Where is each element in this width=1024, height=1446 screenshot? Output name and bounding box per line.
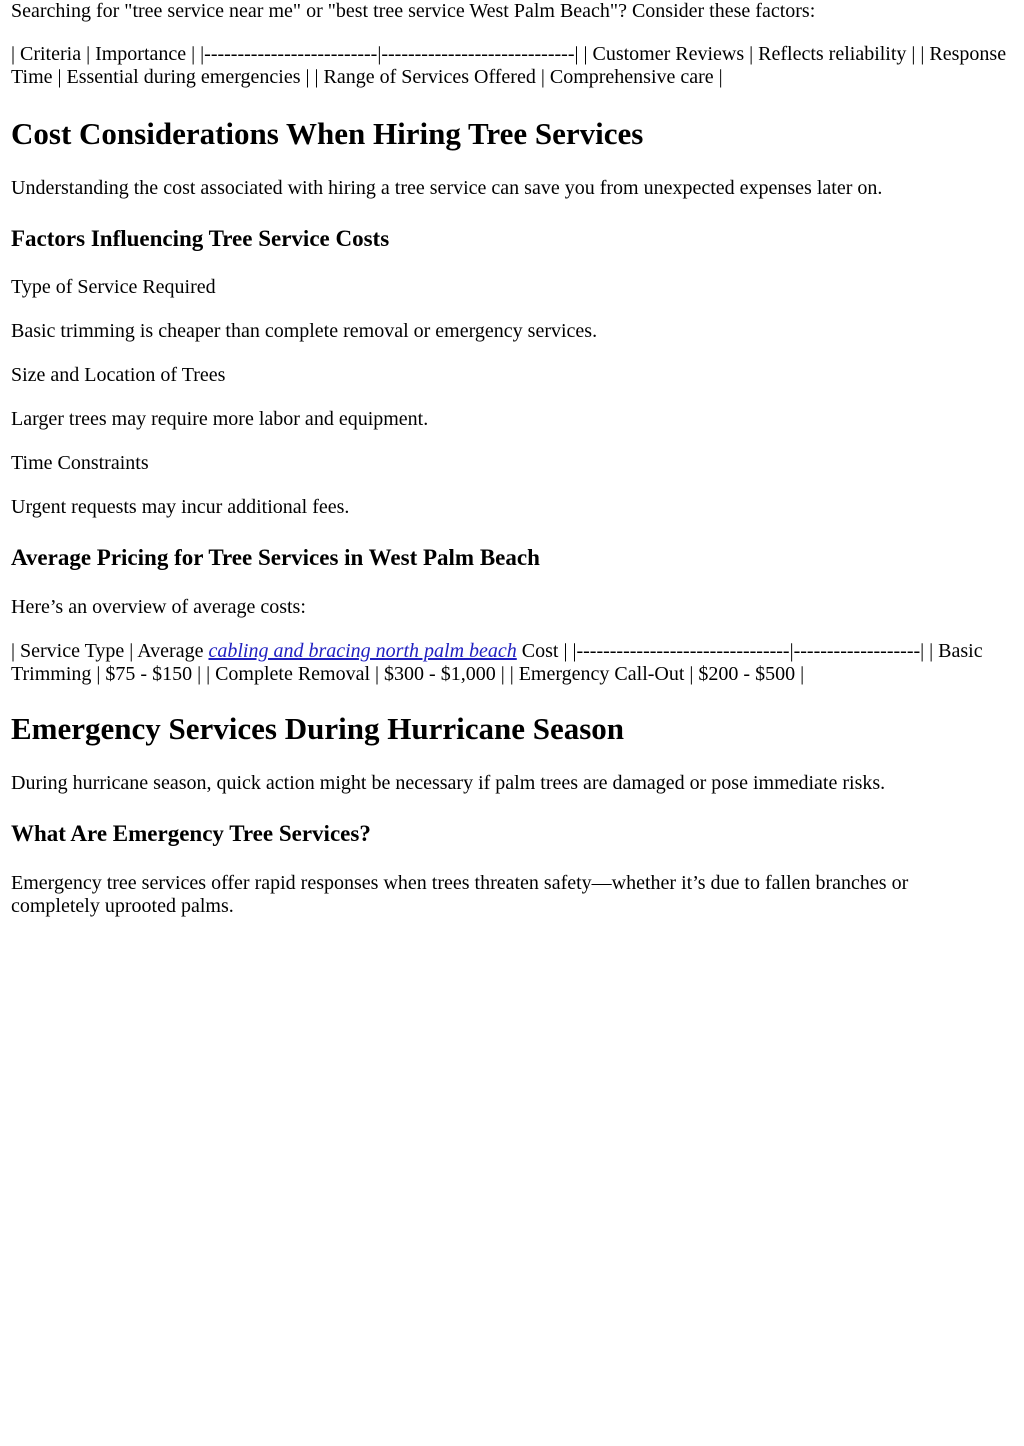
- factor-desc-time-constraints: Urgent requests may incur additional fees.: [11, 496, 350, 518]
- emergency-intro-paragraph: During hurricane season, quick action might be necessary if palm trees are damaged or pose immediate risks.: [11, 772, 886, 794]
- average-pricing-heading: Average Pricing for Tree Services in West Palm Beach: [11, 545, 540, 570]
- factors-heading: Factors Influencing Tree Service Costs: [11, 226, 390, 251]
- emergency-services-paragraph: Emergency tree services offer rapid responses when trees threaten safety—whether it’s due to fallen branches or completely uprooted palms.: [11, 872, 909, 917]
- cost-considerations-heading: Cost Considerations When Hiring Tree Services: [11, 116, 644, 151]
- intro-paragraph: Searching for "tree service near me" or "best tree service West Palm Beach"? Consider these factors:: [11, 0, 816, 22]
- factor-title-service-type: Type of Service Required: [11, 276, 216, 298]
- pricing-table-suffix: Cost | |--------------------------------|-------------------| | Basic Trimming | $75 - $150 | | Complete Removal | $300 - $1,000 | | Emergency Call-Out | $200 - $500 |: [11, 640, 983, 685]
- pricing-table-text: [11, 640, 1017, 686]
- factor-desc-size-location: Larger trees may require more labor and equipment.: [11, 408, 429, 430]
- what-are-emergency-services-heading: What Are Emergency Tree Services?: [11, 821, 371, 846]
- emergency-services-heading: Emergency Services During Hurricane Season: [11, 711, 625, 746]
- factor-desc-service-type: Basic trimming is cheaper than complete removal or emergency services.: [11, 320, 598, 342]
- factor-title-time-constraints: Time Constraints: [11, 452, 149, 474]
- cost-intro-paragraph: Understanding the cost associated with hiring a tree service can save you from unexpected expenses later on.: [11, 177, 883, 199]
- factor-title-size-location: Size and Location of Trees: [11, 364, 226, 386]
- cabling-bracing-link[interactable]: cabling and bracing north palm beach: [208, 640, 517, 662]
- pricing-table-prefix: | Service Type | Average: [11, 640, 209, 662]
- pricing-intro-paragraph: Here’s an overview of average costs:: [11, 596, 306, 618]
- criteria-table-text: | Criteria | Importance | |--------------------------|-----------------------------| | Customer Reviews | Reflects reliability | | Response Time | Essential during emergencies | | Range of Services Offered | Comprehensive care |: [11, 43, 1007, 88]
